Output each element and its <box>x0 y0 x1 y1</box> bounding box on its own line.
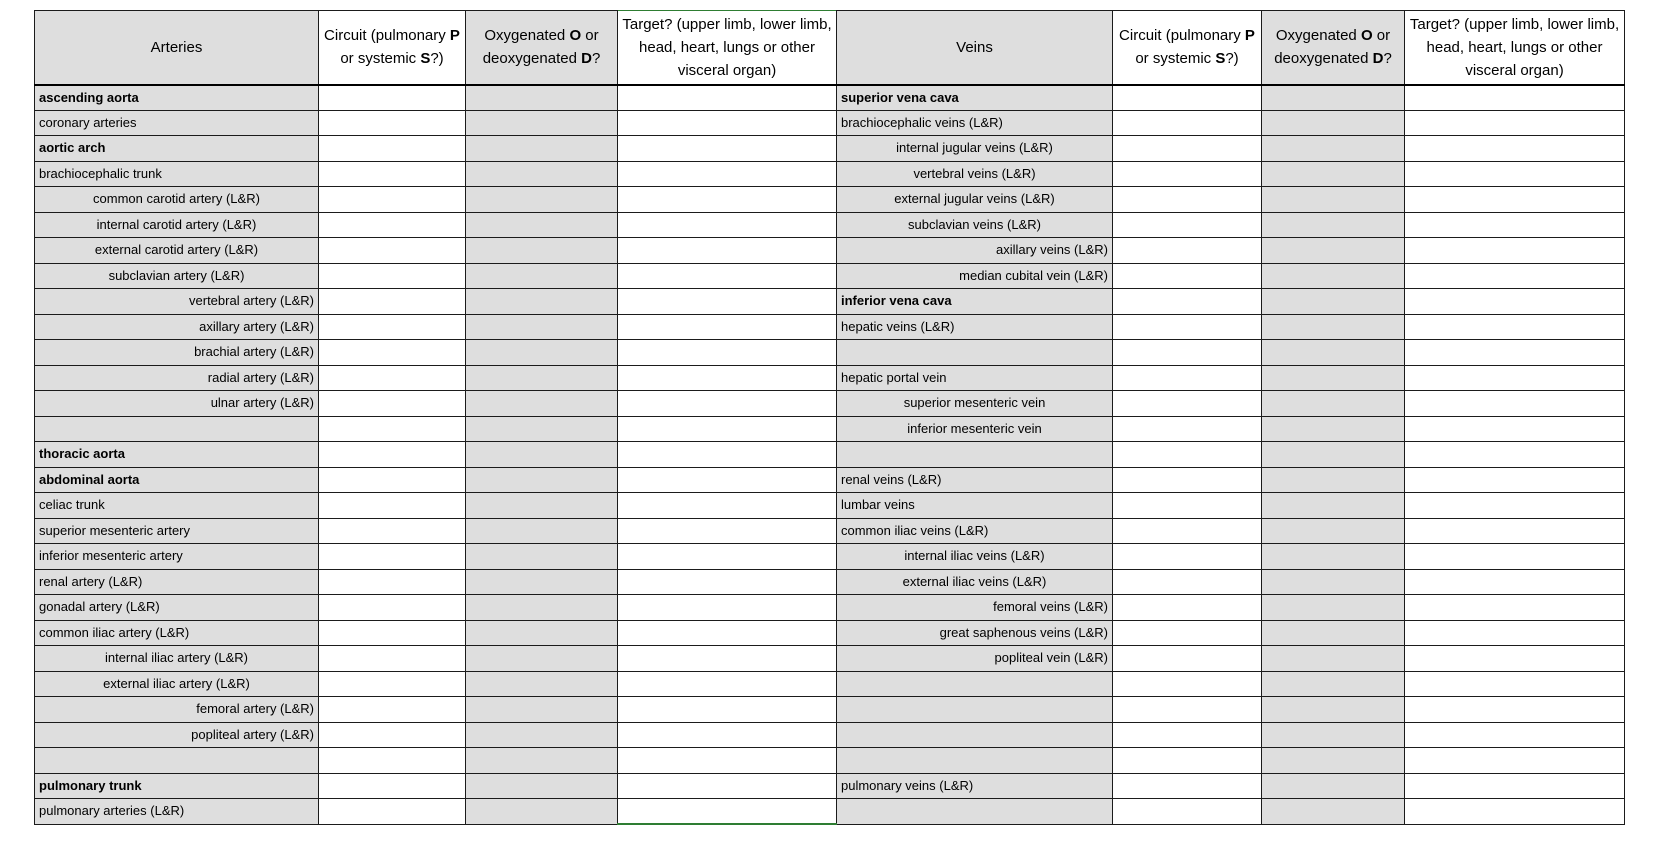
vein-oxygen-cell[interactable] <box>1262 136 1405 162</box>
vein-circuit-cell[interactable] <box>1113 773 1262 799</box>
vein-circuit-cell[interactable] <box>1113 544 1262 570</box>
artery-name-cell: gonadal artery (L&R) <box>35 595 319 621</box>
artery-oxygen-cell[interactable] <box>466 161 618 187</box>
artery-circuit-cell[interactable] <box>319 416 466 442</box>
artery-circuit-cell[interactable] <box>319 518 466 544</box>
vein-name-cell: femoral veins (L&R) <box>837 595 1113 621</box>
vessel-table <box>34 10 1625 825</box>
artery-circuit-cell[interactable] <box>319 263 466 289</box>
header-target-arteries: Target? (upper limb, lower limb, head, heart, lungs or other visceral organ) <box>618 11 837 85</box>
artery-oxygen-cell[interactable] <box>466 773 618 799</box>
artery-circuit-cell[interactable] <box>319 544 466 570</box>
vein-circuit-cell[interactable] <box>1113 620 1262 646</box>
table-row <box>35 748 1625 774</box>
vein-circuit-cell[interactable] <box>1113 518 1262 544</box>
vein-oxygen-cell[interactable] <box>1262 289 1405 315</box>
header-circuit-arteries: Circuit (pulmonary P or systemic S?) <box>319 11 466 85</box>
artery-circuit-cell[interactable] <box>319 493 466 519</box>
table-row <box>35 671 1625 697</box>
artery-oxygen-cell[interactable] <box>466 467 618 493</box>
vein-name-cell <box>837 442 1113 468</box>
vein-oxygen-cell[interactable] <box>1262 620 1405 646</box>
artery-target-cell[interactable] <box>618 187 837 213</box>
artery-name-cell: external iliac artery (L&R) <box>35 671 319 697</box>
vein-circuit-cell[interactable] <box>1113 161 1262 187</box>
artery-target-cell[interactable] <box>618 212 837 238</box>
vein-name-cell: axillary veins (L&R) <box>837 238 1113 264</box>
artery-target-cell[interactable] <box>618 773 837 799</box>
artery-target-cell[interactable] <box>618 493 837 519</box>
artery-oxygen-cell[interactable] <box>466 544 618 570</box>
vein-circuit-cell[interactable] <box>1113 238 1262 264</box>
table-row <box>35 85 1625 111</box>
vein-name-cell: superior vena cava <box>837 85 1113 111</box>
vein-oxygen-cell[interactable] <box>1262 442 1405 468</box>
vein-oxygen-cell[interactable] <box>1262 110 1405 136</box>
table-row <box>35 340 1625 366</box>
vein-name-cell: common iliac veins (L&R) <box>837 518 1113 544</box>
artery-oxygen-cell[interactable] <box>466 722 618 748</box>
artery-name-cell: ulnar artery (L&R) <box>35 391 319 417</box>
vein-circuit-cell[interactable] <box>1113 493 1262 519</box>
vein-circuit-cell[interactable] <box>1113 85 1262 111</box>
vein-name-cell <box>837 722 1113 748</box>
header-row <box>35 11 1625 85</box>
table-row <box>35 289 1625 315</box>
vein-target-cell[interactable] <box>1405 416 1625 442</box>
artery-name-cell: thoracic aorta <box>35 442 319 468</box>
vein-circuit-cell[interactable] <box>1113 391 1262 417</box>
vein-oxygen-cell[interactable] <box>1262 238 1405 264</box>
artery-target-cell[interactable] <box>618 391 837 417</box>
header-oxygen-veins: Oxygenated O or deoxygenated D? <box>1262 11 1405 85</box>
artery-target-cell[interactable] <box>618 646 837 672</box>
vein-target-cell[interactable] <box>1405 365 1625 391</box>
vein-target-cell[interactable] <box>1405 773 1625 799</box>
vein-target-cell[interactable] <box>1405 748 1625 774</box>
artery-name-cell: common iliac artery (L&R) <box>35 620 319 646</box>
artery-oxygen-cell[interactable] <box>466 238 618 264</box>
vein-oxygen-cell[interactable] <box>1262 748 1405 774</box>
artery-target-cell[interactable] <box>618 620 837 646</box>
table-body <box>35 85 1625 825</box>
table-row <box>35 187 1625 213</box>
vein-oxygen-cell[interactable] <box>1262 187 1405 213</box>
artery-name-cell: brachiocephalic trunk <box>35 161 319 187</box>
artery-oxygen-cell[interactable] <box>466 671 618 697</box>
vein-name-cell: brachiocephalic veins (L&R) <box>837 110 1113 136</box>
artery-target-cell[interactable] <box>618 136 837 162</box>
vein-target-cell[interactable] <box>1405 238 1625 264</box>
artery-name-cell: coronary arteries <box>35 110 319 136</box>
vein-circuit-cell[interactable] <box>1113 263 1262 289</box>
header-veins: Veins <box>837 11 1113 85</box>
artery-oxygen-cell[interactable] <box>466 340 618 366</box>
vein-target-cell[interactable] <box>1405 85 1625 111</box>
vein-name-cell: hepatic portal vein <box>837 365 1113 391</box>
artery-oxygen-cell[interactable] <box>466 442 618 468</box>
artery-circuit-cell[interactable] <box>319 697 466 723</box>
artery-target-cell[interactable] <box>618 595 837 621</box>
table-row <box>35 518 1625 544</box>
artery-name-cell: axillary artery (L&R) <box>35 314 319 340</box>
artery-circuit-cell[interactable] <box>319 187 466 213</box>
header-arteries: Arteries <box>35 11 319 85</box>
vein-target-cell[interactable] <box>1405 187 1625 213</box>
artery-name-cell <box>35 748 319 774</box>
table-row <box>35 442 1625 468</box>
vein-circuit-cell[interactable] <box>1113 187 1262 213</box>
vein-name-cell <box>837 671 1113 697</box>
vein-name-cell: median cubital vein (L&R) <box>837 263 1113 289</box>
table-row <box>35 263 1625 289</box>
artery-oxygen-cell[interactable] <box>466 314 618 340</box>
vein-oxygen-cell[interactable] <box>1262 212 1405 238</box>
artery-name-cell: pulmonary trunk <box>35 773 319 799</box>
vein-circuit-cell[interactable] <box>1113 646 1262 672</box>
vein-oxygen-cell[interactable] <box>1262 365 1405 391</box>
table-row <box>35 773 1625 799</box>
artery-oxygen-cell[interactable] <box>466 263 618 289</box>
header-circuit-veins: Circuit (pulmonary P or systemic S?) <box>1113 11 1262 85</box>
artery-name-cell: pulmonary arteries (L&R) <box>35 799 319 825</box>
table-row <box>35 544 1625 570</box>
vein-name-cell: internal jugular veins (L&R) <box>837 136 1113 162</box>
artery-target-cell[interactable] <box>618 569 837 595</box>
vein-oxygen-cell[interactable] <box>1262 518 1405 544</box>
artery-oxygen-cell[interactable] <box>466 595 618 621</box>
vein-target-cell[interactable] <box>1405 467 1625 493</box>
artery-oxygen-cell[interactable] <box>466 518 618 544</box>
vein-circuit-cell[interactable] <box>1113 671 1262 697</box>
artery-name-cell: celiac trunk <box>35 493 319 519</box>
artery-name-cell: internal iliac artery (L&R) <box>35 646 319 672</box>
artery-oxygen-cell[interactable] <box>466 620 618 646</box>
table-row <box>35 646 1625 672</box>
artery-circuit-cell[interactable] <box>319 314 466 340</box>
table-row <box>35 314 1625 340</box>
artery-circuit-cell[interactable] <box>319 212 466 238</box>
artery-name-cell: internal carotid artery (L&R) <box>35 212 319 238</box>
artery-circuit-cell[interactable] <box>319 646 466 672</box>
artery-target-cell[interactable] <box>618 671 837 697</box>
vein-name-cell: vertebral veins (L&R) <box>837 161 1113 187</box>
table-row <box>35 722 1625 748</box>
artery-target-cell[interactable] <box>618 722 837 748</box>
vein-oxygen-cell[interactable] <box>1262 263 1405 289</box>
artery-target-cell[interactable] <box>618 110 837 136</box>
vein-oxygen-cell[interactable] <box>1262 722 1405 748</box>
artery-target-cell[interactable] <box>618 799 837 825</box>
vein-circuit-cell[interactable] <box>1113 748 1262 774</box>
vein-oxygen-cell[interactable] <box>1262 569 1405 595</box>
vein-circuit-cell[interactable] <box>1113 314 1262 340</box>
vein-name-cell <box>837 340 1113 366</box>
vein-target-cell[interactable] <box>1405 544 1625 570</box>
artery-circuit-cell[interactable] <box>319 671 466 697</box>
artery-circuit-cell[interactable] <box>319 340 466 366</box>
artery-target-cell[interactable] <box>618 442 837 468</box>
artery-circuit-cell[interactable] <box>319 365 466 391</box>
artery-target-cell[interactable] <box>618 340 837 366</box>
table-row <box>35 620 1625 646</box>
vein-target-cell[interactable] <box>1405 442 1625 468</box>
artery-target-cell[interactable] <box>618 416 837 442</box>
table-row <box>35 697 1625 723</box>
vein-oxygen-cell[interactable] <box>1262 340 1405 366</box>
table-row <box>35 238 1625 264</box>
artery-name-cell: abdominal aorta <box>35 467 319 493</box>
vein-name-cell: inferior vena cava <box>837 289 1113 315</box>
header-target-veins: Target? (upper limb, lower limb, head, heart, lungs or other visceral organ) <box>1405 11 1625 85</box>
artery-circuit-cell[interactable] <box>319 289 466 315</box>
header-oxygen-arteries: Oxygenated O or deoxygenated D? <box>466 11 618 85</box>
vein-target-cell[interactable] <box>1405 671 1625 697</box>
vein-target-cell[interactable] <box>1405 340 1625 366</box>
table-row <box>35 493 1625 519</box>
vein-oxygen-cell[interactable] <box>1262 467 1405 493</box>
vein-name-cell <box>837 697 1113 723</box>
vein-target-cell[interactable] <box>1405 722 1625 748</box>
artery-name-cell: ascending aorta <box>35 85 319 111</box>
vein-target-cell[interactable] <box>1405 569 1625 595</box>
vein-circuit-cell[interactable] <box>1113 416 1262 442</box>
artery-target-cell[interactable] <box>618 544 837 570</box>
artery-circuit-cell[interactable] <box>319 773 466 799</box>
artery-oxygen-cell[interactable] <box>466 212 618 238</box>
vein-circuit-cell[interactable] <box>1113 442 1262 468</box>
artery-oxygen-cell[interactable] <box>466 646 618 672</box>
artery-name-cell: superior mesenteric artery <box>35 518 319 544</box>
vein-name-cell: external jugular veins (L&R) <box>837 187 1113 213</box>
vein-circuit-cell[interactable] <box>1113 569 1262 595</box>
artery-oxygen-cell[interactable] <box>466 365 618 391</box>
artery-name-cell: femoral artery (L&R) <box>35 697 319 723</box>
table-row <box>35 569 1625 595</box>
artery-target-cell[interactable] <box>618 748 837 774</box>
table-row <box>35 136 1625 162</box>
vein-target-cell[interactable] <box>1405 646 1625 672</box>
vein-name-cell: pulmonary veins (L&R) <box>837 773 1113 799</box>
vein-oxygen-cell[interactable] <box>1262 161 1405 187</box>
artery-circuit-cell[interactable] <box>319 110 466 136</box>
table-row <box>35 212 1625 238</box>
artery-name-cell: subclavian artery (L&R) <box>35 263 319 289</box>
vein-target-cell[interactable] <box>1405 697 1625 723</box>
vein-target-cell[interactable] <box>1405 136 1625 162</box>
vein-target-cell[interactable] <box>1405 518 1625 544</box>
artery-target-cell[interactable] <box>618 289 837 315</box>
vein-oxygen-cell[interactable] <box>1262 544 1405 570</box>
artery-circuit-cell[interactable] <box>319 467 466 493</box>
table-row <box>35 595 1625 621</box>
vein-target-cell[interactable] <box>1405 263 1625 289</box>
artery-name-cell: renal artery (L&R) <box>35 569 319 595</box>
artery-circuit-cell[interactable] <box>319 391 466 417</box>
artery-name-cell: external carotid artery (L&R) <box>35 238 319 264</box>
artery-circuit-cell[interactable] <box>319 136 466 162</box>
artery-oxygen-cell[interactable] <box>466 85 618 111</box>
artery-oxygen-cell[interactable] <box>466 697 618 723</box>
vein-oxygen-cell[interactable] <box>1262 697 1405 723</box>
artery-circuit-cell[interactable] <box>319 569 466 595</box>
vein-circuit-cell[interactable] <box>1113 110 1262 136</box>
artery-target-cell[interactable] <box>618 263 837 289</box>
artery-target-cell[interactable] <box>618 467 837 493</box>
artery-oxygen-cell[interactable] <box>466 289 618 315</box>
vein-name-cell: lumbar veins <box>837 493 1113 519</box>
vein-target-cell[interactable] <box>1405 595 1625 621</box>
artery-circuit-cell[interactable] <box>319 799 466 825</box>
artery-oxygen-cell[interactable] <box>466 136 618 162</box>
vein-circuit-cell[interactable] <box>1113 136 1262 162</box>
vein-target-cell[interactable] <box>1405 620 1625 646</box>
table-row <box>35 365 1625 391</box>
vein-circuit-cell[interactable] <box>1113 289 1262 315</box>
vein-name-cell: subclavian veins (L&R) <box>837 212 1113 238</box>
vein-circuit-cell[interactable] <box>1113 799 1262 825</box>
vein-target-cell[interactable] <box>1405 212 1625 238</box>
vein-circuit-cell[interactable] <box>1113 340 1262 366</box>
vein-name-cell: popliteal vein (L&R) <box>837 646 1113 672</box>
artery-name-cell: inferior mesenteric artery <box>35 544 319 570</box>
artery-oxygen-cell[interactable] <box>466 391 618 417</box>
artery-name-cell: brachial artery (L&R) <box>35 340 319 366</box>
vein-oxygen-cell[interactable] <box>1262 646 1405 672</box>
artery-circuit-cell[interactable] <box>319 595 466 621</box>
table-row <box>35 799 1625 825</box>
artery-circuit-cell[interactable] <box>319 442 466 468</box>
vein-name-cell: great saphenous veins (L&R) <box>837 620 1113 646</box>
artery-target-cell[interactable] <box>618 314 837 340</box>
table-row <box>35 391 1625 417</box>
vein-name-cell: external iliac veins (L&R) <box>837 569 1113 595</box>
vein-oxygen-cell[interactable] <box>1262 314 1405 340</box>
vein-target-cell[interactable] <box>1405 391 1625 417</box>
artery-target-cell[interactable] <box>618 697 837 723</box>
vein-target-cell[interactable] <box>1405 110 1625 136</box>
artery-name-cell: radial artery (L&R) <box>35 365 319 391</box>
artery-target-cell[interactable] <box>618 365 837 391</box>
artery-circuit-cell[interactable] <box>319 238 466 264</box>
artery-name-cell: aortic arch <box>35 136 319 162</box>
artery-oxygen-cell[interactable] <box>466 187 618 213</box>
vein-name-cell <box>837 799 1113 825</box>
vein-oxygen-cell[interactable] <box>1262 391 1405 417</box>
vein-target-cell[interactable] <box>1405 493 1625 519</box>
artery-oxygen-cell[interactable] <box>466 416 618 442</box>
artery-target-cell[interactable] <box>618 161 837 187</box>
vein-target-cell[interactable] <box>1405 289 1625 315</box>
vein-circuit-cell[interactable] <box>1113 595 1262 621</box>
vein-target-cell[interactable] <box>1405 161 1625 187</box>
vein-name-cell: superior mesenteric vein <box>837 391 1113 417</box>
vein-target-cell[interactable] <box>1405 799 1625 825</box>
artery-oxygen-cell[interactable] <box>466 110 618 136</box>
vein-name-cell: hepatic veins (L&R) <box>837 314 1113 340</box>
vein-circuit-cell[interactable] <box>1113 697 1262 723</box>
artery-circuit-cell[interactable] <box>319 722 466 748</box>
artery-target-cell[interactable] <box>618 85 837 111</box>
vein-circuit-cell[interactable] <box>1113 467 1262 493</box>
artery-oxygen-cell[interactable] <box>466 799 618 825</box>
vein-oxygen-cell[interactable] <box>1262 416 1405 442</box>
worksheet <box>34 10 1625 825</box>
artery-name-cell: common carotid artery (L&R) <box>35 187 319 213</box>
vein-oxygen-cell[interactable] <box>1262 85 1405 111</box>
vein-oxygen-cell[interactable] <box>1262 799 1405 825</box>
vein-oxygen-cell[interactable] <box>1262 671 1405 697</box>
artery-oxygen-cell[interactable] <box>466 748 618 774</box>
artery-oxygen-cell[interactable] <box>466 569 618 595</box>
vein-circuit-cell[interactable] <box>1113 365 1262 391</box>
artery-circuit-cell[interactable] <box>319 748 466 774</box>
artery-circuit-cell[interactable] <box>319 620 466 646</box>
table-row <box>35 467 1625 493</box>
artery-name-cell <box>35 416 319 442</box>
vein-oxygen-cell[interactable] <box>1262 595 1405 621</box>
artery-name-cell: vertebral artery (L&R) <box>35 289 319 315</box>
vein-circuit-cell[interactable] <box>1113 722 1262 748</box>
vein-name-cell <box>837 748 1113 774</box>
artery-target-cell[interactable] <box>618 518 837 544</box>
artery-oxygen-cell[interactable] <box>466 493 618 519</box>
vein-name-cell: internal iliac veins (L&R) <box>837 544 1113 570</box>
artery-circuit-cell[interactable] <box>319 161 466 187</box>
vein-name-cell: renal veins (L&R) <box>837 467 1113 493</box>
vein-oxygen-cell[interactable] <box>1262 773 1405 799</box>
artery-circuit-cell[interactable] <box>319 85 466 111</box>
table-row <box>35 416 1625 442</box>
table-row <box>35 110 1625 136</box>
artery-target-cell[interactable] <box>618 238 837 264</box>
table-row <box>35 161 1625 187</box>
vein-oxygen-cell[interactable] <box>1262 493 1405 519</box>
vein-circuit-cell[interactable] <box>1113 212 1262 238</box>
vein-target-cell[interactable] <box>1405 314 1625 340</box>
vein-name-cell: inferior mesenteric vein <box>837 416 1113 442</box>
artery-name-cell: popliteal artery (L&R) <box>35 722 319 748</box>
